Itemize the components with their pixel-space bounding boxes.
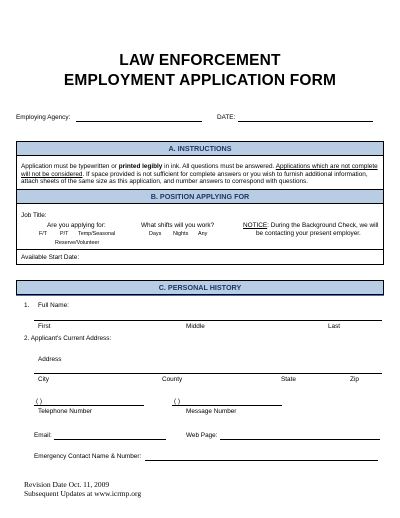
email-field[interactable]: [54, 439, 166, 440]
form-title-line1: LAW ENFORCEMENT: [119, 52, 281, 69]
applying-for-label: Are you applying for:: [47, 222, 106, 229]
shift-days[interactable]: Days: [149, 231, 162, 237]
form-title-line2: EMPLOYMENT APPLICATION FORM: [63, 72, 337, 89]
section-c-header: C. PERSONAL HISTORY: [16, 280, 384, 295]
section-a-header: A. INSTRUCTIONS: [16, 141, 384, 156]
zip-label: Zip: [350, 376, 359, 383]
address-field[interactable]: [34, 373, 382, 374]
instructions-box: [16, 156, 384, 190]
telephone-label: Telephone Number: [38, 408, 92, 415]
revision-date: Revision Date Oct. 11, 2009: [24, 480, 110, 489]
message-label: Message Number: [186, 408, 237, 415]
full-name-field[interactable]: [34, 320, 382, 321]
shift-any[interactable]: Any: [198, 231, 208, 237]
date-label: DATE:: [217, 114, 236, 121]
county-label: County: [162, 376, 183, 383]
section-b-header: B. POSITION APPLYING FOR: [16, 189, 384, 204]
webpage-field[interactable]: [220, 439, 380, 440]
employing-agency-label: Employing Agency:: [16, 114, 71, 121]
employing-agency-field[interactable]: [76, 121, 202, 122]
telephone-field[interactable]: [34, 405, 144, 406]
updates-note: Subsequent Updates at www.icrmp.org: [24, 489, 142, 498]
option-ft[interactable]: F/T: [39, 231, 48, 237]
city-label: City: [38, 376, 50, 383]
last-name-label: Last: [328, 323, 341, 330]
option-reserve-volunteer[interactable]: Reserve/Volunteer: [55, 240, 100, 246]
emergency-contact-label: Emergency Contact Name & Number:: [34, 453, 142, 460]
middle-name-label: Middle: [186, 323, 205, 330]
address-question: 2. Applicant's Current Address:: [24, 335, 112, 342]
instructions-text: Application must be typewritten or printed legibly in ink. All questions must be answered. Applications which are not complete will not be considered. If space provided is not sufficient for complete answers or you wish to furnish additional information, attach sheets of the same size as this application, and number answers to correspond with questions.: [21, 163, 378, 186]
divider: [17, 249, 383, 250]
position-box: [16, 204, 384, 265]
webpage-label: Web Page:: [186, 432, 218, 439]
start-date-label: Available Start Date:: [21, 254, 80, 261]
notice-text-line2: be contacting your present employer.: [256, 230, 361, 237]
state-label: State: [281, 376, 296, 383]
shifts-label: What shifts will you work?: [141, 222, 215, 229]
message-field[interactable]: [172, 405, 282, 406]
message-area-code: ( ): [174, 398, 181, 405]
notice-text: NOTICE: During the Background Check, we will: [243, 222, 379, 229]
option-temp-seasonal[interactable]: Temp/Seasonal: [78, 231, 116, 237]
job-title-label: Job Title:: [21, 212, 47, 219]
telephone-area-code: ( ): [36, 398, 43, 405]
q1-number: 1.: [24, 302, 30, 309]
section-c-rule: [16, 295, 384, 296]
full-name-label: Full Name:: [38, 302, 69, 309]
date-field[interactable]: [238, 121, 373, 122]
first-name-label: First: [38, 323, 51, 330]
emergency-contact-field[interactable]: [145, 460, 378, 461]
email-label: Email:: [34, 432, 52, 439]
address-label: Address: [38, 356, 62, 363]
shift-nights[interactable]: Nights: [173, 231, 189, 237]
option-pt[interactable]: P/T: [60, 231, 69, 237]
